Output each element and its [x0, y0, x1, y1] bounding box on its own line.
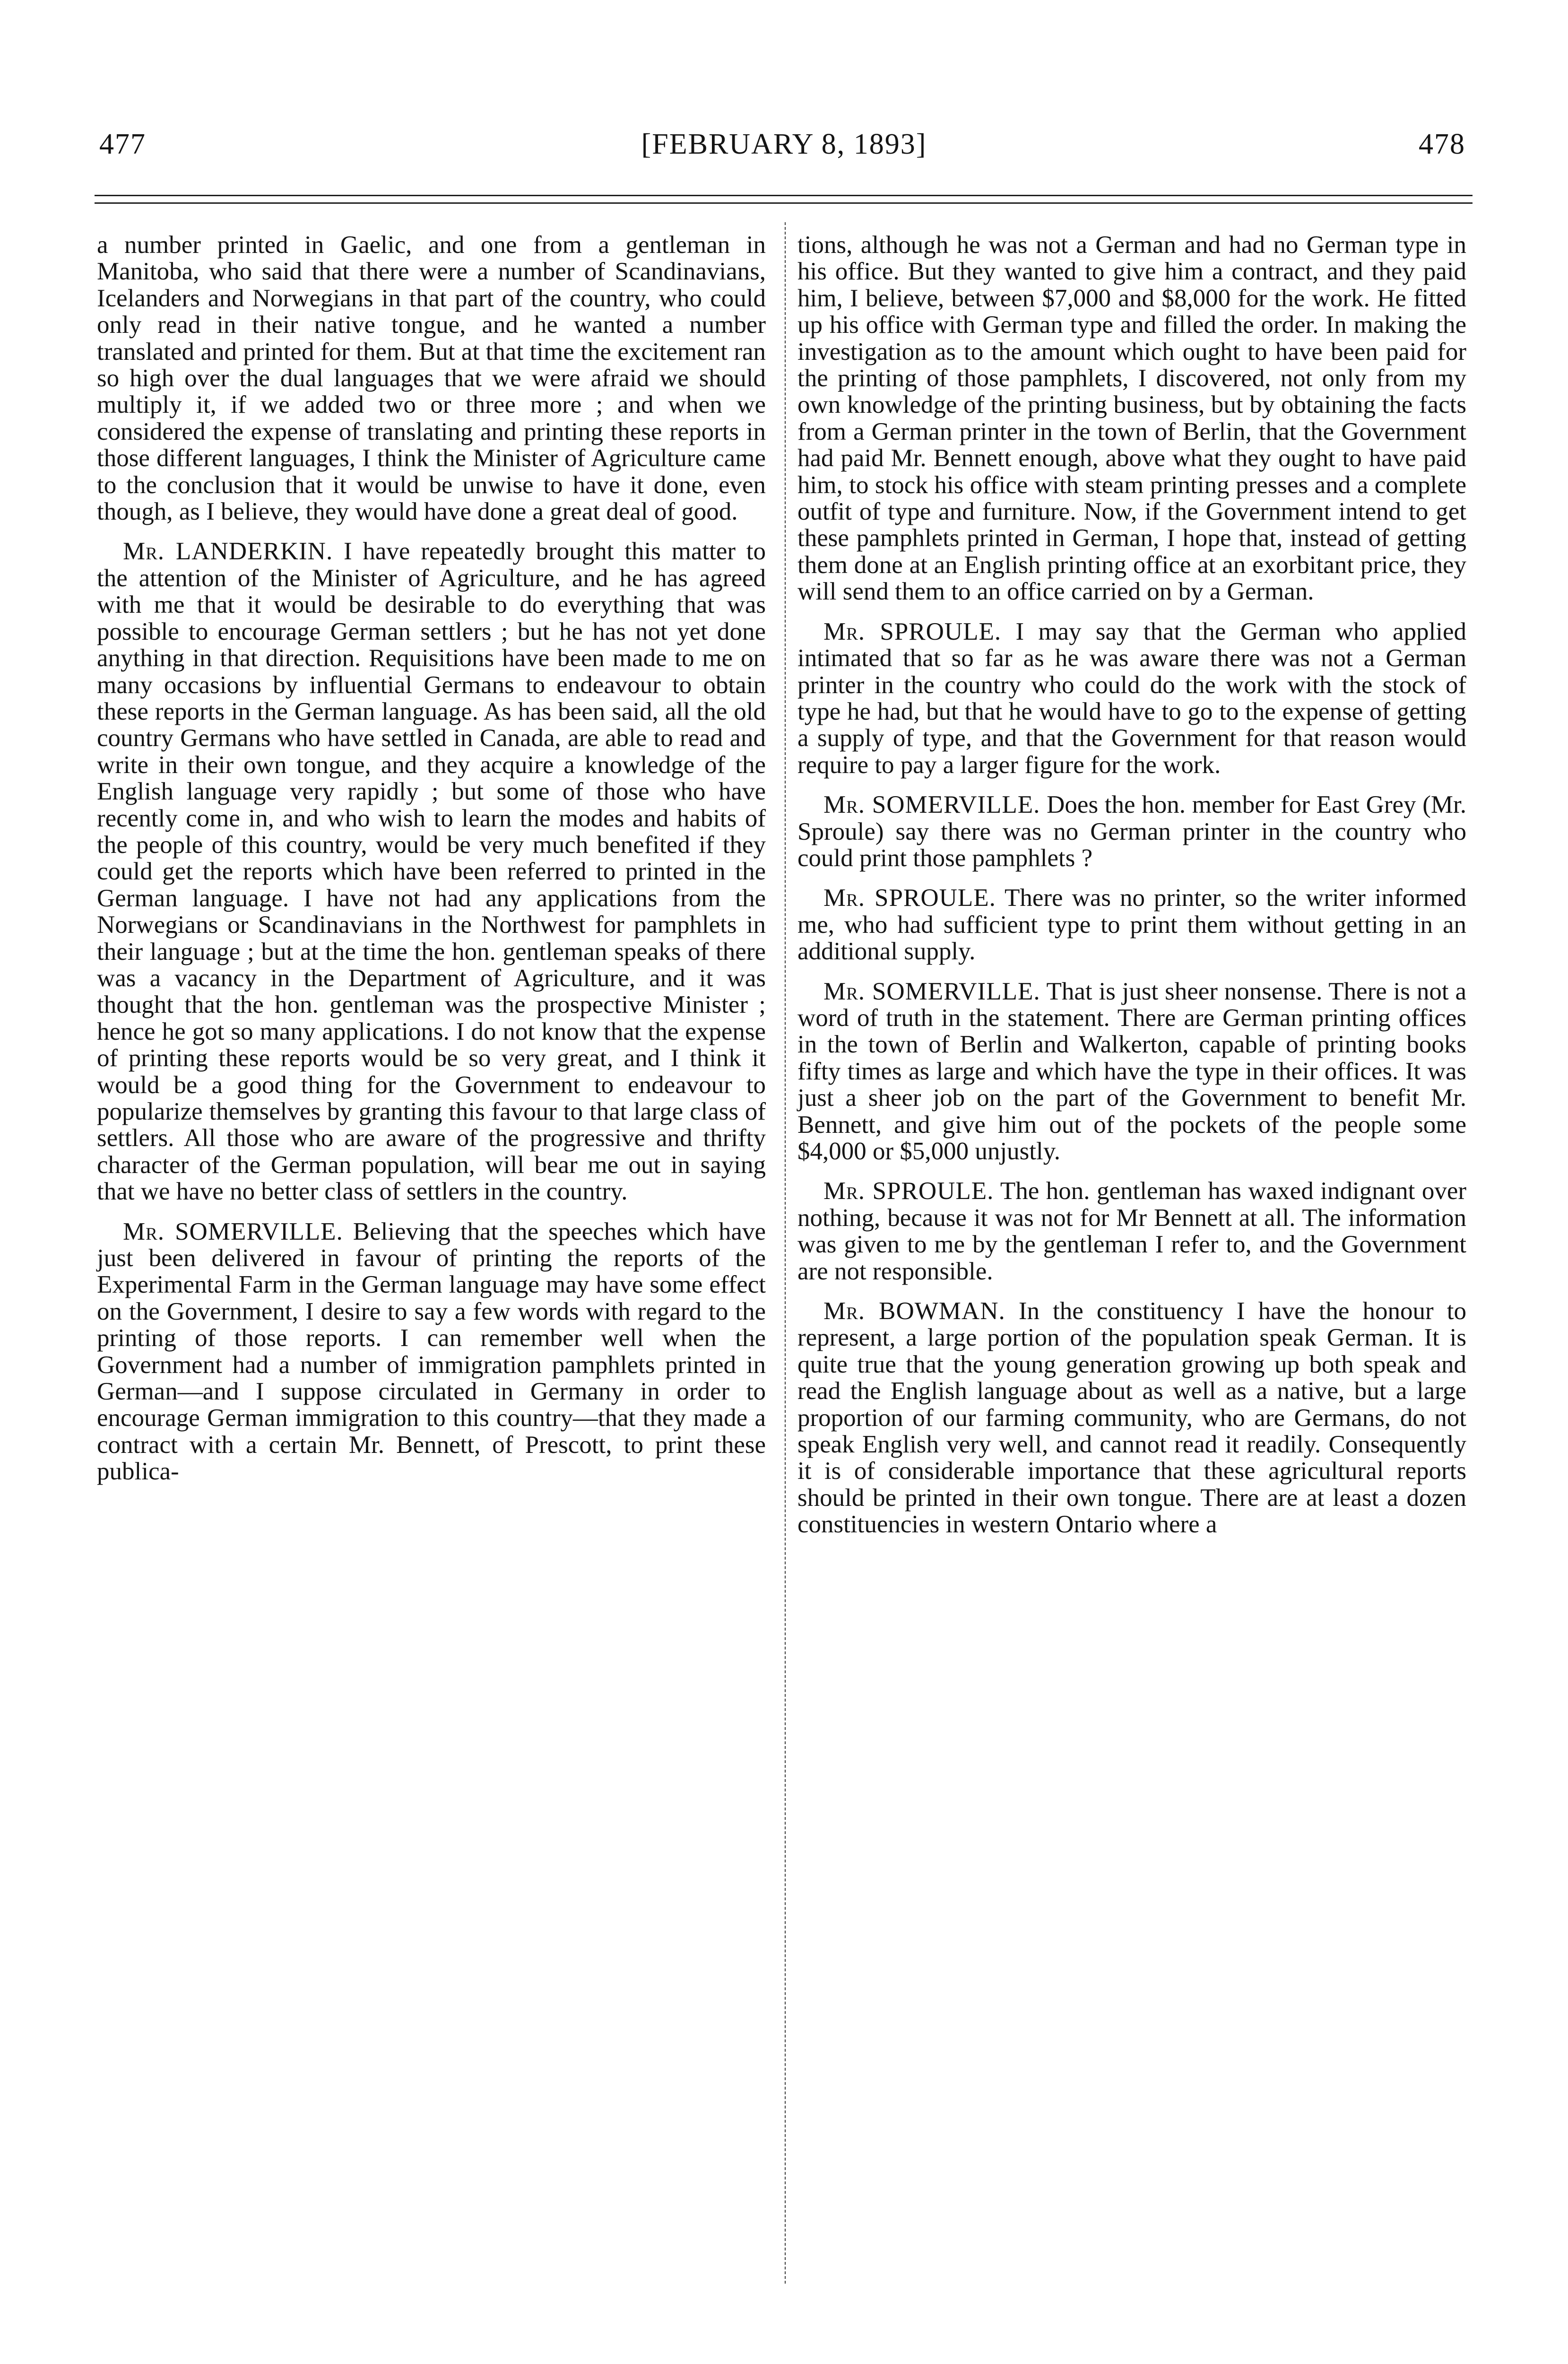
paragraph: Mr. SOMERVILLE. That is just sheer nonsense. There is not a word of truth in the statement. There are German printing offices in the town of Berlin and Walkerton, capable of printing books fifty times as large and which have the type in their offices. It was just a sheer job on the part of the Government to benefit Mr. Bennett, and give him out of the pockets of the people some $4,000 or $5,000 unjustly. — [797, 977, 1466, 1165]
right-column — [797, 232, 1466, 1538]
header-rule-bottom — [95, 202, 1473, 204]
speaker-name: Mr. SPROULE. — [823, 617, 1002, 645]
paragraph: Mr. SOMERVILLE. Believing that the speeches which have just been delivered in favour of printing the reports of the Experimental Farm in the German language may have some effect on the Government, I desire to say a few words with regard to the printing of those reports. I can remember well when the Government had a number of immigration pamphlets printed in German—and I suppose circulated in Germany in order to encourage German immigration to this country—that they made a contract with a certain Mr. Bennett, of Prescott, to print these publica- — [97, 1217, 766, 1486]
left-column — [97, 232, 766, 1485]
header-date: [FEBRUARY 8, 1893] — [641, 128, 927, 160]
right-page-number: 478 — [1419, 128, 1465, 160]
speaker-name: Mr. SPROULE. — [823, 884, 996, 912]
left-page-number: 477 — [99, 128, 146, 160]
speaker-name: Mr. LANDERKIN. — [123, 538, 333, 565]
paragraph: Mr. SPROULE. There was no printer, so the writer informed me, who had sufficient type to print them without getting in an additional supply. — [797, 884, 1467, 965]
speaker-name: Mr. SOMERVILLE. — [823, 791, 1040, 819]
paragraph: Mr. SPROULE. I may say that the German who applied intimated that so far as he was aware there was not a German printer in the country who could do the work with the stock of type he had, but that he would have to go to the expense of getting a supply of type, and that the Government for that reason would require to pay a larger figure for the work. — [797, 617, 1467, 779]
paragraph: Mr. SPROULE. The hon. gentleman has waxed indignant over nothing, because it was not for Mr Bennett at all. The information was given to me by the gentleman I refer to, and the Government are not responsible. — [797, 1177, 1467, 1285]
speaker-name: Mr. SPROULE. — [823, 1177, 994, 1205]
paragraph: Mr. LANDERKIN. I have repeatedly brought this matter to the attention of the Minister of Agriculture, and he has agreed with me that it would be desirable to do everything that was possible to encourage German settlers ; but he has not yet done anything in that direction. Requisitions have been made to me on many occasions by influential Germans to endeavour to obtain these reports in the German language. As has been said, all the old country Germans who have settled in Canada, are able to read and write in their own tongue, and they acquire a knowledge of the English language very rapidly ; but some of those who have recently come in, and who wish to learn the modes and habits of the people of this country, would be very much benefited if they could get the reports which have been referred to printed in the German language. I have not had any applications from the Norwegians or Scandinavians in the Northwest for pamphlets in their language ; but at the time the hon. gentleman speaks of there was a vacancy in the Department of Agriculture, and it was thought that the hon. gentleman was the prospective Minister ; hence he got so many applications. I do not know that the expense of printing these reports would be so very great, and I think it would be a good thing for the Government to endeavour to popularize themselves by granting this favour to that large class of settlers. All those who are aware of the progressive and thrifty character of the German population, will bear me out in saying that we have no better class of settlers in the country. — [97, 538, 766, 1206]
paragraph: Mr. SOMERVILLE. Does the hon. member for East Grey (Mr. Sproule) say there was no German printer in the country who could print those pamphlets ? — [797, 791, 1466, 872]
speaker-name: Mr. SOMERVILLE. — [123, 1217, 343, 1245]
header-rule-top — [95, 195, 1473, 196]
paragraph: a number printed in Gaelic, and one from a gentleman in Manitoba, who said that there were a number of Scandinavians, Icelanders and Norwegians in that part of the country, who could only read in their native tongue, and he wanted a number translated and printed for them. But at that time the excitement ran so high over the dual languages that we were afraid we should multiply it, if we added two or three more ; and when we considered the expense of translating and printing these reports in those different languages, I think the Minister of Agriculture came to the conclusion that it would be unwise to have it done, even though, as I believe, they would have done a great deal of good. — [97, 231, 766, 526]
paragraph: Mr. BOWMAN. In the constituency I have the honour to represent, a large portion of the population speak German. It is quite true that the young generation growing up both speak and read the English language about as well as a native, but a large proportion of our farming community, who are Germans, do not speak English very well, and cannot read it readily. Consequently it is of considerable importance that these agricultural reports should be printed in their own tongue. There are at least a dozen constituencies in western Ontario where a — [797, 1297, 1466, 1538]
speaker-name: Mr. SOMERVILLE. — [823, 977, 1040, 1005]
page-header — [0, 118, 1568, 170]
paragraph: tions, although he was not a German and had no German type in his office. But they wanted to give him a contract, and they paid him, I believe, between $7,000 and $8,000 for the work. He fitted up his office with German type and filled the order. In making the investigation as to the amount which ought to have been paid for the printing of those pamphlets, I discovered, not only from my own knowledge of the printing business, but by obtaining the facts from a German printer in the town of Berlin, that the Government had paid Mr. Bennett enough, above what they ought to have paid him, to stock his office with steam printing presses and a complete outfit of type and furniture. Now, if the Government intend to get these pamphlets printed in German, I hope that, instead of getting them done at an English printing office at an exorbitant price, they will send them to an office carried on by a German. — [797, 231, 1466, 606]
column-divider — [785, 222, 786, 2284]
speaker-name: Mr. BOWMAN. — [823, 1297, 1005, 1325]
